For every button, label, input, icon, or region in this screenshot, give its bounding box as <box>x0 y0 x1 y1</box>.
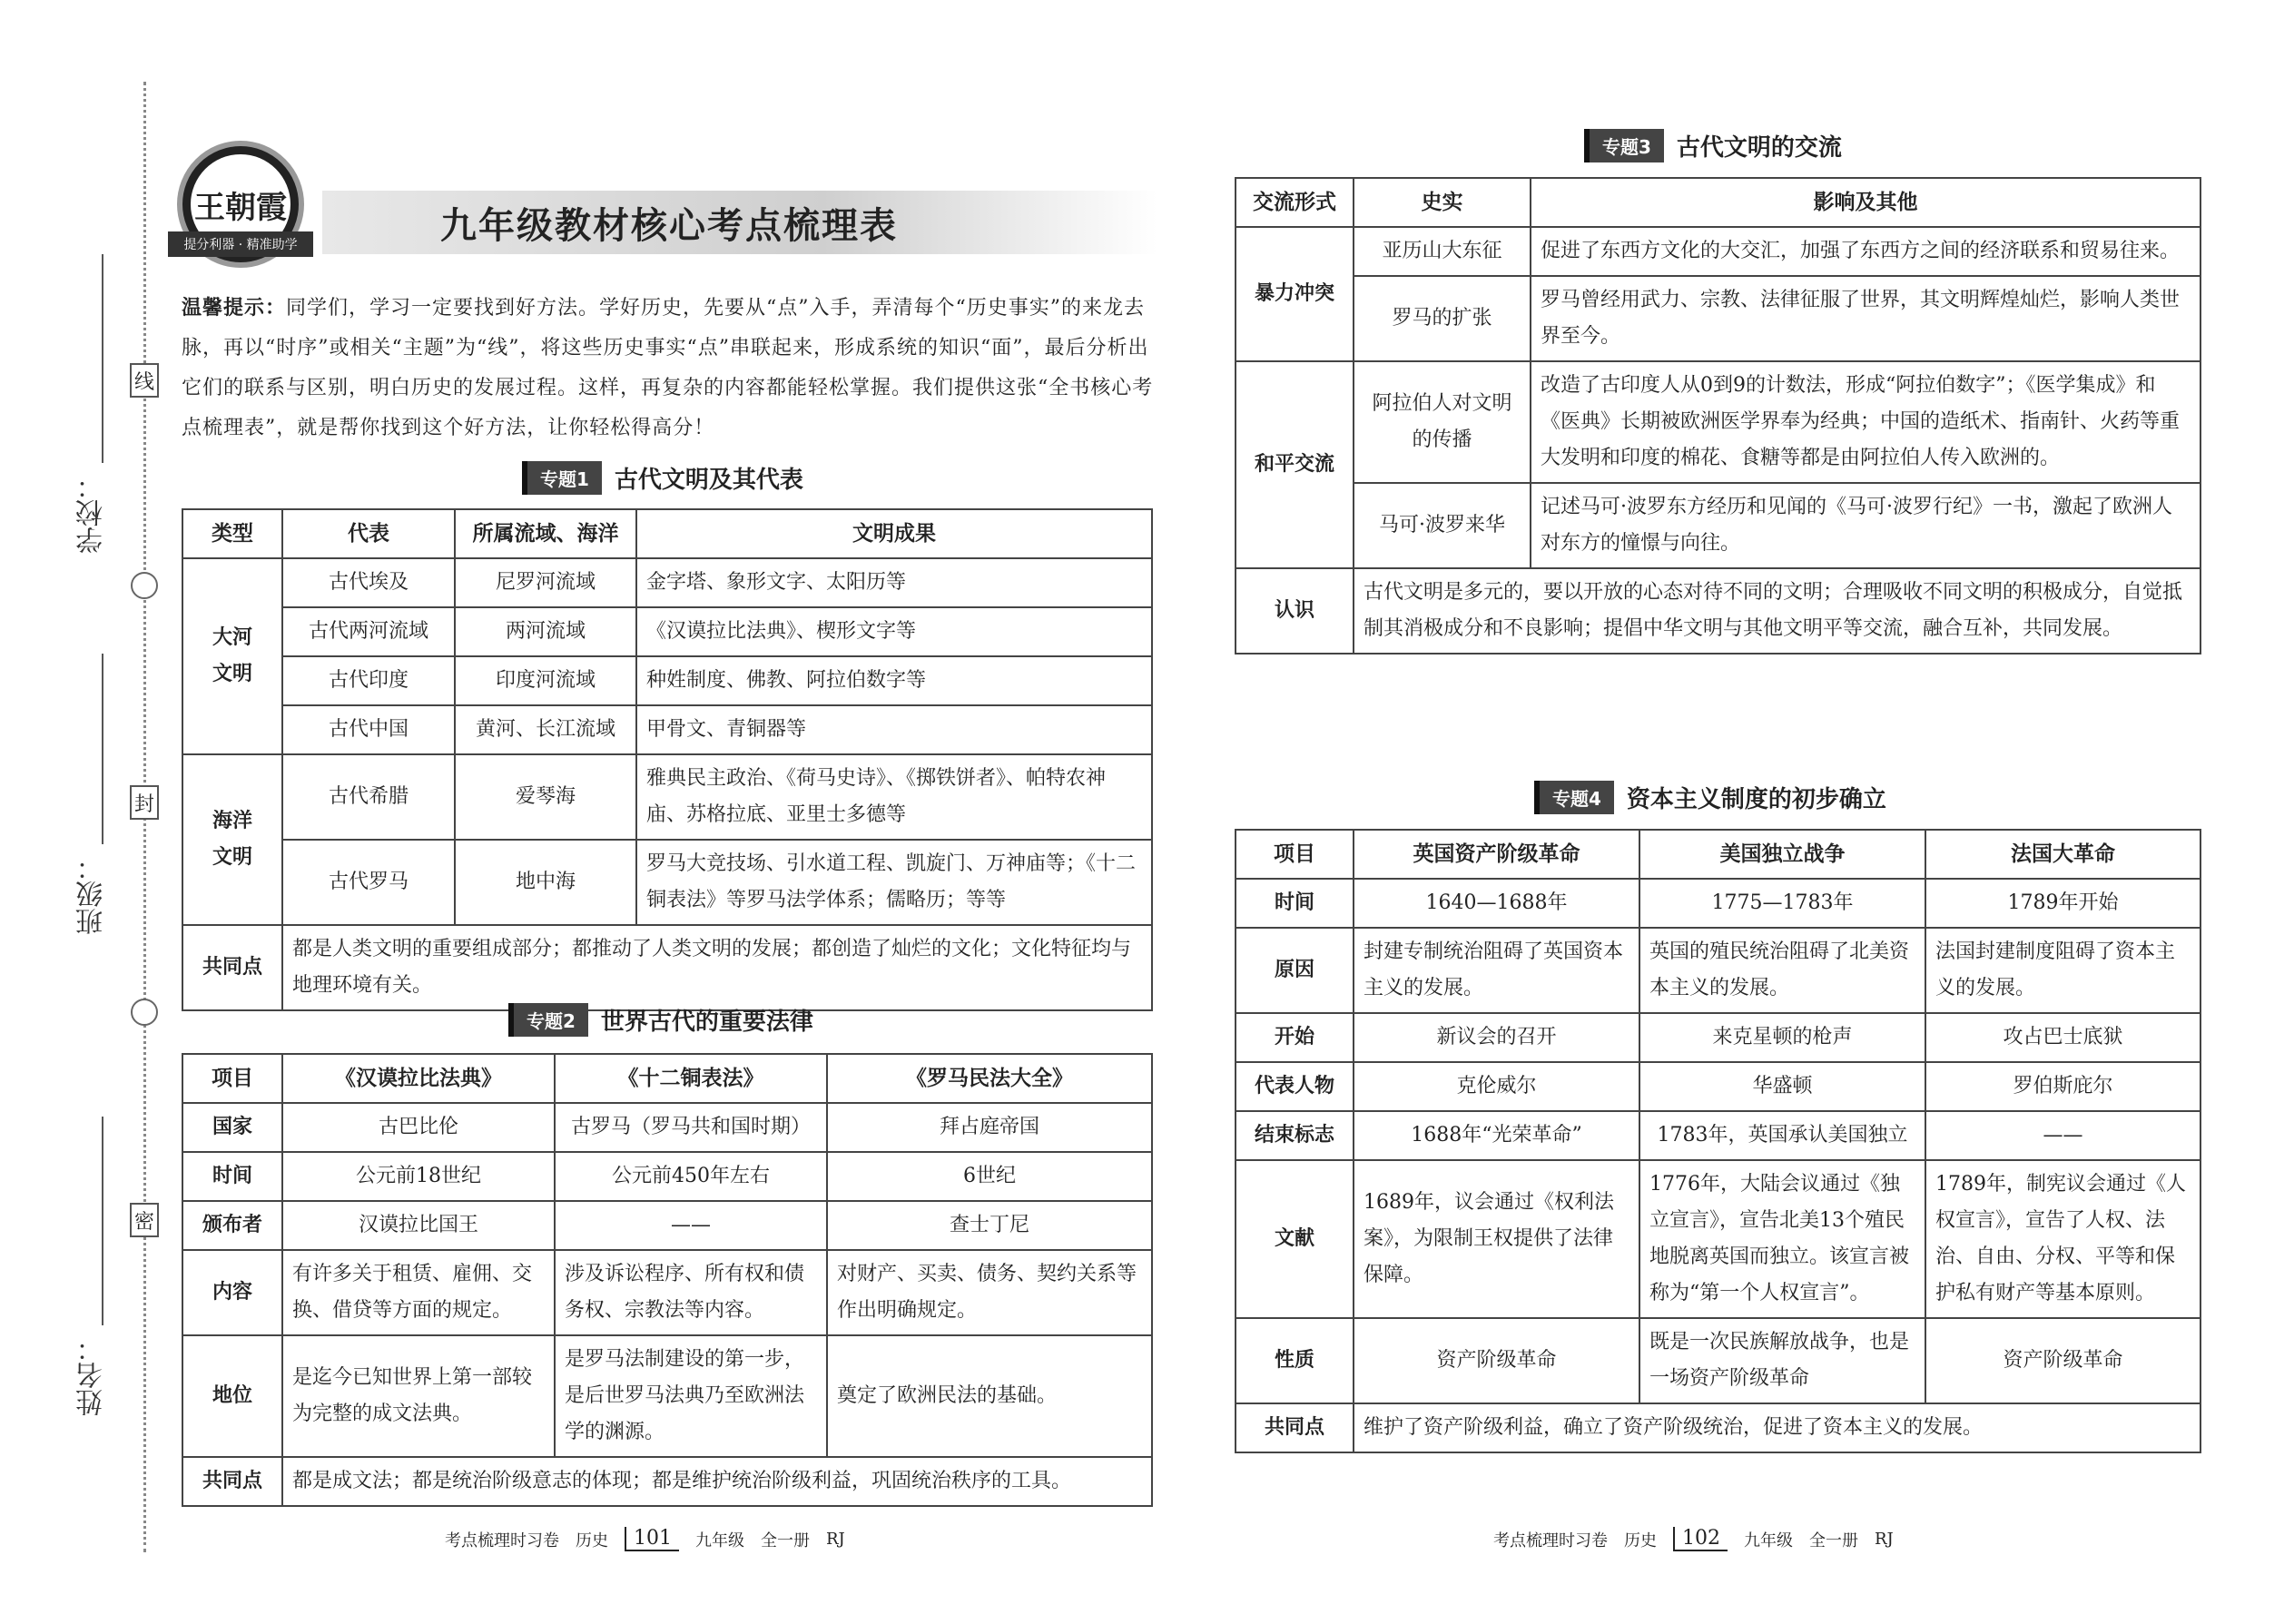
cell: 封建专制统治阻碍了英国资本主义的发展。 <box>1354 928 1639 1013</box>
cell: 古巴比伦 <box>282 1103 555 1152</box>
cell: 新议会的召开 <box>1354 1013 1639 1062</box>
cell: 罗马的扩张 <box>1354 276 1531 361</box>
row-group-label: 大河文明 <box>182 558 282 754</box>
table-row <box>182 607 1152 656</box>
binding-margin <box>0 0 163 1624</box>
topic2-heading <box>508 1003 813 1037</box>
col-header: 法国大革命 <box>1925 830 2200 879</box>
footer-volume: 全一册 <box>1809 1530 1858 1550</box>
cell: 攻占巴士底狱 <box>1925 1013 2200 1062</box>
footer-subject: 历史 <box>1624 1530 1657 1550</box>
footer-edition: RJ <box>826 1530 845 1549</box>
row-label: 性质 <box>1236 1318 1354 1403</box>
intro-label: 温馨提示： <box>182 297 287 320</box>
cell: 法国封建制度阻碍了资本主义的发展。 <box>1925 928 2200 1013</box>
table-row <box>1236 1160 2200 1318</box>
row-label: 共同点 <box>182 925 282 1010</box>
row-label: 颁布者 <box>182 1201 282 1250</box>
col-header: 所属流域、海洋 <box>455 509 636 558</box>
table-row <box>182 840 1152 925</box>
topic-title: 古代文明及其代表 <box>614 467 803 494</box>
row-label: 认识 <box>1236 568 1354 654</box>
cell: 资产阶级革命 <box>1925 1318 2200 1403</box>
cell: 黄河、长江流域 <box>455 705 636 754</box>
cell: 资产阶级革命 <box>1354 1318 1639 1403</box>
cell: 都是成文法；都是统治阶级意志的体现；都是维护统治阶级利益，巩固统治秩序的工具。 <box>282 1457 1152 1506</box>
table-row <box>1236 227 2200 276</box>
cell: 亚历山大东征 <box>1354 227 1531 276</box>
table-row <box>182 656 1152 705</box>
cell: 有许多关于租赁、雇佣、交换、借贷等方面的规定。 <box>282 1250 555 1335</box>
table-row <box>182 1335 1152 1457</box>
cell: 尼罗河流域 <box>455 558 636 607</box>
cell: 罗马大竞技场、引水道工程、凯旋门、万神庙等；《十二铜表法》等罗马法学体系；儒略历；等等 <box>636 840 1152 925</box>
table-row <box>182 754 1152 840</box>
cell: 涉及诉讼程序、所有权和债务权、宗教法等内容。 <box>555 1250 827 1335</box>
table-row <box>1236 276 2200 361</box>
cell: —— <box>1925 1111 2200 1160</box>
cell: 雅典民主政治、《荷马史诗》、《掷铁饼者》、帕特农神庙、苏格拉底、亚里士多德等 <box>636 754 1152 840</box>
cell: 华盛顿 <box>1639 1062 1925 1111</box>
cell: 1775—1783年 <box>1639 879 1925 928</box>
table-row <box>182 1201 1152 1250</box>
table-header-row <box>1236 830 2200 879</box>
name-label: 姓名： <box>76 1334 108 1416</box>
cell: 1640—1688年 <box>1354 879 1639 928</box>
topic1-heading <box>522 461 803 495</box>
page-title: 九年级教材核心考点梳理表 <box>440 205 898 247</box>
table-row <box>182 1103 1152 1152</box>
row-label: 代表人物 <box>1236 1062 1354 1111</box>
cell: 古代埃及 <box>282 558 455 607</box>
table-civilizations <box>182 508 1153 1011</box>
footer-volume: 全一册 <box>761 1530 810 1550</box>
topic-title: 世界古代的重要法律 <box>600 1009 813 1036</box>
row-label: 地位 <box>182 1335 282 1457</box>
cell: 古代两河流域 <box>282 607 455 656</box>
row-group-label: 海洋文明 <box>182 754 282 925</box>
row-label: 时间 <box>182 1152 282 1201</box>
cell: 古代印度 <box>282 656 455 705</box>
topic4-heading <box>1534 781 1886 814</box>
table-row <box>1236 1062 2200 1111</box>
school-label: 学校： <box>76 472 108 554</box>
cell: 克伦威尔 <box>1354 1062 1639 1111</box>
row-label: 共同点 <box>182 1457 282 1506</box>
col-header: 项目 <box>1236 830 1354 879</box>
table-row <box>1236 568 2200 654</box>
footer-right <box>1493 1527 1894 1551</box>
cell: 改造了古印度人从0到9的计数法，形成“阿拉伯数字”；《医学集成》和《医典》长期被欧洲医学界奉为经典；中国的造纸术、指南针、火药等重大发明和印度的棉花、食糖等都是由阿拉伯人传入欧洲的。 <box>1531 361 2200 483</box>
footer-subject: 历史 <box>576 1530 608 1550</box>
footer-series: 考点梳理时习卷 <box>445 1530 559 1550</box>
cell: 罗伯斯庇尔 <box>1925 1062 2200 1111</box>
cell: 1789年开始 <box>1925 879 2200 928</box>
cell: 查士丁尼 <box>827 1201 1152 1250</box>
seal-mark: 封 <box>130 785 159 820</box>
cell: 是罗马法制建设的第一步，是后世罗马法典乃至欧洲法学的渊源。 <box>555 1335 827 1457</box>
table-ancient-laws <box>182 1053 1153 1507</box>
col-header: 美国独立战争 <box>1639 830 1925 879</box>
cell: 汉谟拉比国王 <box>282 1201 555 1250</box>
table-row <box>182 558 1152 607</box>
cell: 是迄今已知世界上第一部较为完整的成文法典。 <box>282 1335 555 1457</box>
line-mark: 线 <box>130 363 159 398</box>
row-group-label: 暴力冲突 <box>1236 227 1354 361</box>
hole-mark <box>131 999 158 1026</box>
sealed-mark: 密 <box>130 1203 159 1237</box>
page-header <box>168 123 1167 281</box>
table-header-row <box>182 1054 1152 1103</box>
row-label: 时间 <box>1236 879 1354 928</box>
cell: 6世纪 <box>827 1152 1152 1201</box>
topic3-heading <box>1584 129 1842 162</box>
table-header-row <box>182 509 1152 558</box>
row-group-label: 和平交流 <box>1236 361 1354 568</box>
class-field[interactable] <box>102 654 103 844</box>
row-label: 文献 <box>1236 1160 1354 1318</box>
cell: 拜占庭帝国 <box>827 1103 1152 1152</box>
table-row <box>1236 361 2200 483</box>
topic-title: 古代文明的交流 <box>1676 134 1842 162</box>
table-row <box>1236 928 2200 1013</box>
cell: 古代中国 <box>282 705 455 754</box>
table-row <box>182 1152 1152 1201</box>
cell: 奠定了欧洲民法的基础。 <box>827 1335 1152 1457</box>
row-label: 内容 <box>182 1250 282 1335</box>
cell: 阿拉伯人对文明的传播 <box>1354 361 1531 483</box>
row-label: 共同点 <box>1236 1403 1354 1452</box>
col-header: 《汉谟拉比法典》 <box>282 1054 555 1103</box>
cell: 1689年，议会通过《权利法案》，为限制王权提供了法律保障。 <box>1354 1160 1639 1318</box>
class-label: 班级： <box>76 853 108 935</box>
table-row <box>1236 879 2200 928</box>
cell: 马可·波罗来华 <box>1354 483 1531 568</box>
table-row <box>182 925 1152 1010</box>
footer-series: 考点梳理时习卷 <box>1493 1530 1608 1550</box>
table-row <box>1236 1111 2200 1160</box>
cell: 记述马可·波罗东方经历和见闻的《马可·波罗行纪》一书，激起了欧洲人对东方的憧憬与向往。 <box>1531 483 2200 568</box>
table-row <box>182 1250 1152 1335</box>
intro-paragraph <box>182 289 1162 448</box>
school-field[interactable] <box>102 254 103 463</box>
topic-tag: 专题1 <box>522 461 602 495</box>
cell: 既是一次民族解放战争，也是一场资产阶级革命 <box>1639 1318 1925 1403</box>
col-header: 文明成果 <box>636 509 1152 558</box>
intro-text: 同学们，学习一定要找到好方法。学好历史，先要从“点”入手，弄清每个“历史事实”的来龙去脉，再以“时序”或相关“主题”为“线”，将这些历史事实“点”串联起来，形成系统的知识“面”，最后分析出它们的联系与区别，明白历史的发展过程。这样，再复杂的内容都能轻松掌握。我们提供这张“全书核心考点梳理表”，就是帮你找到这个好方法，让你轻松得高分！ <box>182 297 1154 439</box>
footer-grade: 九年级 <box>1744 1530 1793 1550</box>
col-header: 史实 <box>1354 178 1531 227</box>
hole-mark <box>131 572 158 599</box>
cell: 维护了资产阶级利益，确立了资产阶级统治，促进了资本主义的发展。 <box>1354 1403 2200 1452</box>
cell: 都是人类文明的重要组成部分；都推动了人类文明的发展；都创造了灿烂的文化；文化特征均与地理环境有关。 <box>282 925 1152 1010</box>
page-number: 102 <box>1673 1527 1728 1551</box>
page-number: 101 <box>625 1527 679 1551</box>
cell: 公元前18世纪 <box>282 1152 555 1201</box>
cell: 1789年，制宪议会通过《人权宣言》，宣告了人权、法治、自由、分权、平等和保护私有财产等基本原则。 <box>1925 1160 2200 1318</box>
logo-ribbon: 提分利器 · 精准助学 <box>168 231 313 257</box>
col-header: 《十二铜表法》 <box>555 1054 827 1103</box>
col-header: 交流形式 <box>1236 178 1354 227</box>
table-row <box>1236 1013 2200 1062</box>
table-row <box>1236 1318 2200 1403</box>
cell: 来克星顿的枪声 <box>1639 1013 1925 1062</box>
col-header: 项目 <box>182 1054 282 1103</box>
topic-tag: 专题2 <box>508 1003 588 1037</box>
col-header: 代表 <box>282 509 455 558</box>
cell: 两河流域 <box>455 607 636 656</box>
table-row <box>182 705 1152 754</box>
cell: 对财产、买卖、债务、契约关系等作出明确规定。 <box>827 1250 1152 1335</box>
cell: 甲骨文、青铜器等 <box>636 705 1152 754</box>
logo-text: 王朝霞 <box>191 154 290 254</box>
table-row <box>1236 483 2200 568</box>
col-header: 《罗马民法大全》 <box>827 1054 1152 1103</box>
cell: 1776年，大陆会议通过《独立宣言》，宣告北美13个殖民地脱离英国而独立。该宣言被称为“第一个人权宣言”。 <box>1639 1160 1925 1318</box>
cell: 爱琴海 <box>455 754 636 840</box>
col-header: 类型 <box>182 509 282 558</box>
cell: 古代文明是多元的，要以开放的心态对待不同的文明；合理吸收不同文明的积极成分，自觉抵制其消极成分和不良影响；提倡中华文明与其他文明平等交流，融合互补，共同发展。 <box>1354 568 2200 654</box>
topic-tag: 专题3 <box>1584 129 1664 162</box>
cell: 金字塔、象形文字、太阳历等 <box>636 558 1152 607</box>
cell: 古代希腊 <box>282 754 455 840</box>
cell: 1688年“光荣革命” <box>1354 1111 1639 1160</box>
cell: 公元前450年左右 <box>555 1152 827 1201</box>
footer-edition: RJ <box>1875 1530 1894 1549</box>
cell: 地中海 <box>455 840 636 925</box>
row-label: 开始 <box>1236 1013 1354 1062</box>
table-row <box>182 1457 1152 1506</box>
footer-grade: 九年级 <box>695 1530 744 1550</box>
row-label: 结束标志 <box>1236 1111 1354 1160</box>
row-label: 国家 <box>182 1103 282 1152</box>
cell: 《汉谟拉比法典》、楔形文字等 <box>636 607 1152 656</box>
footer-left <box>445 1527 845 1551</box>
name-field[interactable] <box>102 1117 103 1325</box>
cell: 罗马曾经用武力、宗教、法律征服了世界，其文明辉煌灿烂，影响人类世界至今。 <box>1531 276 2200 361</box>
col-header: 英国资产阶级革命 <box>1354 830 1639 879</box>
table-row <box>1236 1403 2200 1452</box>
cell: 印度河流域 <box>455 656 636 705</box>
cell: —— <box>555 1201 827 1250</box>
topic-title: 资本主义制度的初步确立 <box>1626 786 1886 813</box>
cell: 促进了东西方文化的大交汇，加强了东西方之间的经济联系和贸易往来。 <box>1531 227 2200 276</box>
cell: 1783年，英国承认美国独立 <box>1639 1111 1925 1160</box>
cell: 英国的殖民统治阻碍了北美资本主义的发展。 <box>1639 928 1925 1013</box>
cell: 古罗马（罗马共和国时期） <box>555 1103 827 1152</box>
col-header: 影响及其他 <box>1531 178 2200 227</box>
cell: 古代罗马 <box>282 840 455 925</box>
cell: 种姓制度、佛教、阿拉伯数字等 <box>636 656 1152 705</box>
table-capitalism <box>1235 829 2201 1453</box>
table-header-row <box>1236 178 2200 227</box>
table-civilization-exchange <box>1235 177 2201 655</box>
row-label: 原因 <box>1236 928 1354 1013</box>
topic-tag: 专题4 <box>1534 781 1614 814</box>
